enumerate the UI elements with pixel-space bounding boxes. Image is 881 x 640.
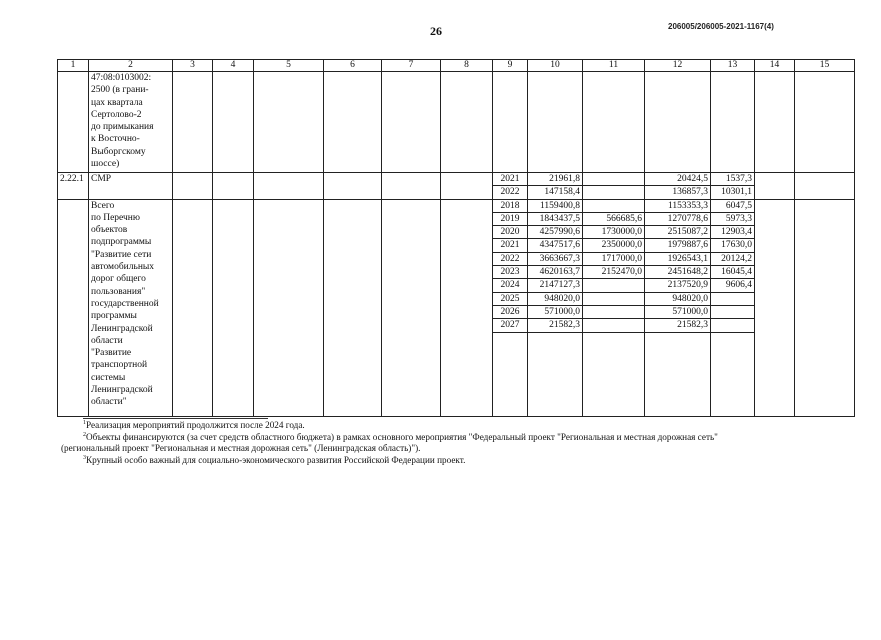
name-line: системы [91,372,126,383]
column-header: 1 [58,60,89,72]
year-cell: 2021 [493,173,528,186]
regional-cell: 2451648,2 [645,266,711,279]
column-header: 14 [755,60,795,72]
total-cell: 4257990,6 [528,226,583,239]
federal-cell: 2152470,0 [583,266,645,279]
name-line: Всего [91,200,115,211]
federal-cell [583,279,645,292]
regional-cell: 1153353,3 [645,199,711,212]
footnote-text: Реализация мероприятий продолжится после 2024 года. [86,420,305,430]
regional-cell: 20424,5 [645,173,711,186]
regional-cell: 2515087,2 [645,226,711,239]
regional-cell: 948020,0 [645,292,711,305]
federal-cell [583,186,645,199]
name-line: объектов [91,225,128,236]
year-cell: 2026 [493,305,528,318]
name-line: 2500 (в грани- [91,85,149,96]
local-cell: 1537,3 [711,173,755,186]
name-line: шоссе) [91,159,120,170]
federal-cell [583,319,645,332]
name-line: "Развитие [91,348,132,359]
total-cell: 21961,8 [528,173,583,186]
federal-cell [583,305,645,318]
table-row-location [58,72,855,173]
name-line: программы [91,311,137,322]
year-cell: 2018 [493,199,528,212]
column-header: 15 [795,60,855,72]
local-cell [711,292,755,305]
footnotes [61,418,853,466]
name-line: подпрограммы [91,237,152,248]
column-header: 12 [645,60,711,72]
year-cell: 2027 [493,319,528,332]
total-cell: 3663667,3 [528,252,583,265]
year-cell: 2021 [493,239,528,252]
total-name-cell [89,199,173,416]
name-line: до примыкания [91,122,154,133]
year-cell: 2022 [493,186,528,199]
column-header: 5 [254,60,324,72]
name-line: автомобильных [91,262,155,273]
footnote-text-continued: (региональный проект "Региональная и местная дорожная сеть" (Ленинградская область)"). [61,443,421,453]
total-cell: 4620163,7 [528,266,583,279]
total-cell: 948020,0 [528,292,583,305]
total-cell: 2147127,3 [528,279,583,292]
footnote-1 [61,420,853,432]
footnote-3 [61,455,853,467]
total-cell: 571000,0 [528,305,583,318]
total-cell: 21582,3 [528,319,583,332]
name-line: к Восточно- [91,134,140,145]
name-line: области" [91,397,127,408]
table-row [58,173,855,186]
federal-cell [583,199,645,212]
footnote-2 [61,432,853,455]
name-line: "Развитие сети [91,249,152,260]
total-cell: 1843437,5 [528,212,583,225]
name-line: цах квартала [91,97,143,108]
name-line: государственной [91,298,159,309]
federal-cell [583,292,645,305]
column-header: 9 [493,60,528,72]
regional-cell: 1926543,1 [645,252,711,265]
name-line: пользования" [91,286,146,297]
column-header: 2 [89,60,173,72]
federal-cell: 566685,6 [583,212,645,225]
total-cell: 1159400,8 [528,199,583,212]
object-location-cell [89,72,173,173]
name-line: Ленинградской [91,323,153,334]
regional-cell: 2137520,9 [645,279,711,292]
regional-cell: 21582,3 [645,319,711,332]
footnote-mark: 1 [83,420,86,426]
local-cell [711,319,755,332]
name-line: 47:08:0103002: [91,73,152,83]
financing-table [57,59,855,417]
footnote-separator [83,418,268,419]
federal-cell: 1730000,0 [583,226,645,239]
footnote-mark: 3 [83,454,86,461]
name-line: по Перечню [91,212,140,223]
column-header: 7 [382,60,441,72]
column-header: 6 [324,60,382,72]
footnote-text: Объекты финансируются (за счет средств областного бюджета) в рамках основного мероприятия "Федеральный проект "Региональная и местная дорожная сеть" [86,431,718,442]
regional-cell: 1270778,6 [645,212,711,225]
regional-cell: 136857,3 [645,186,711,199]
federal-cell: 2350000,0 [583,239,645,252]
local-cell: 16045,4 [711,266,755,279]
local-cell: 10301,1 [711,186,755,199]
column-header: 4 [213,60,254,72]
footnote-mark: 2 [83,431,86,438]
local-cell [711,305,755,318]
column-header: 8 [441,60,493,72]
federal-cell: 1717000,0 [583,252,645,265]
footnote-text: Крупный особо важный для социально-экономического развития Российской Федерации проект. [86,454,466,465]
column-header: 11 [583,60,645,72]
name-line: Выборгскому [91,146,146,157]
name-line: транспортной [91,360,148,371]
name-line: области [91,335,123,346]
column-header: 3 [173,60,213,72]
year-cell: 2019 [493,212,528,225]
regional-cell: 571000,0 [645,305,711,318]
name-line: Ленинградской [91,385,153,396]
local-cell: 5973,3 [711,212,755,225]
year-cell: 2025 [493,292,528,305]
column-header: 10 [528,60,583,72]
table-row [58,199,855,212]
total-cell: 147158,4 [528,186,583,199]
item-name: СМР [89,173,173,200]
document-code: 206005/206005-2021-1167(4) [668,22,774,31]
name-line: дорог общего [91,274,146,285]
local-cell: 12903,4 [711,226,755,239]
local-cell: 9606,4 [711,279,755,292]
year-cell: 2020 [493,226,528,239]
year-cell: 2022 [493,252,528,265]
regional-cell: 1979887,6 [645,239,711,252]
item-code: 2.22.1 [58,173,89,200]
total-cell: 4347517,6 [528,239,583,252]
page-number: 26 [430,24,442,38]
column-header-row [58,60,855,72]
year-cell: 2024 [493,279,528,292]
year-cell: 2023 [493,266,528,279]
local-cell: 6047,5 [711,199,755,212]
column-header: 13 [711,60,755,72]
local-cell: 20124,2 [711,252,755,265]
name-line: Сертолово-2 [91,109,142,120]
federal-cell [583,173,645,186]
local-cell: 17630,0 [711,239,755,252]
